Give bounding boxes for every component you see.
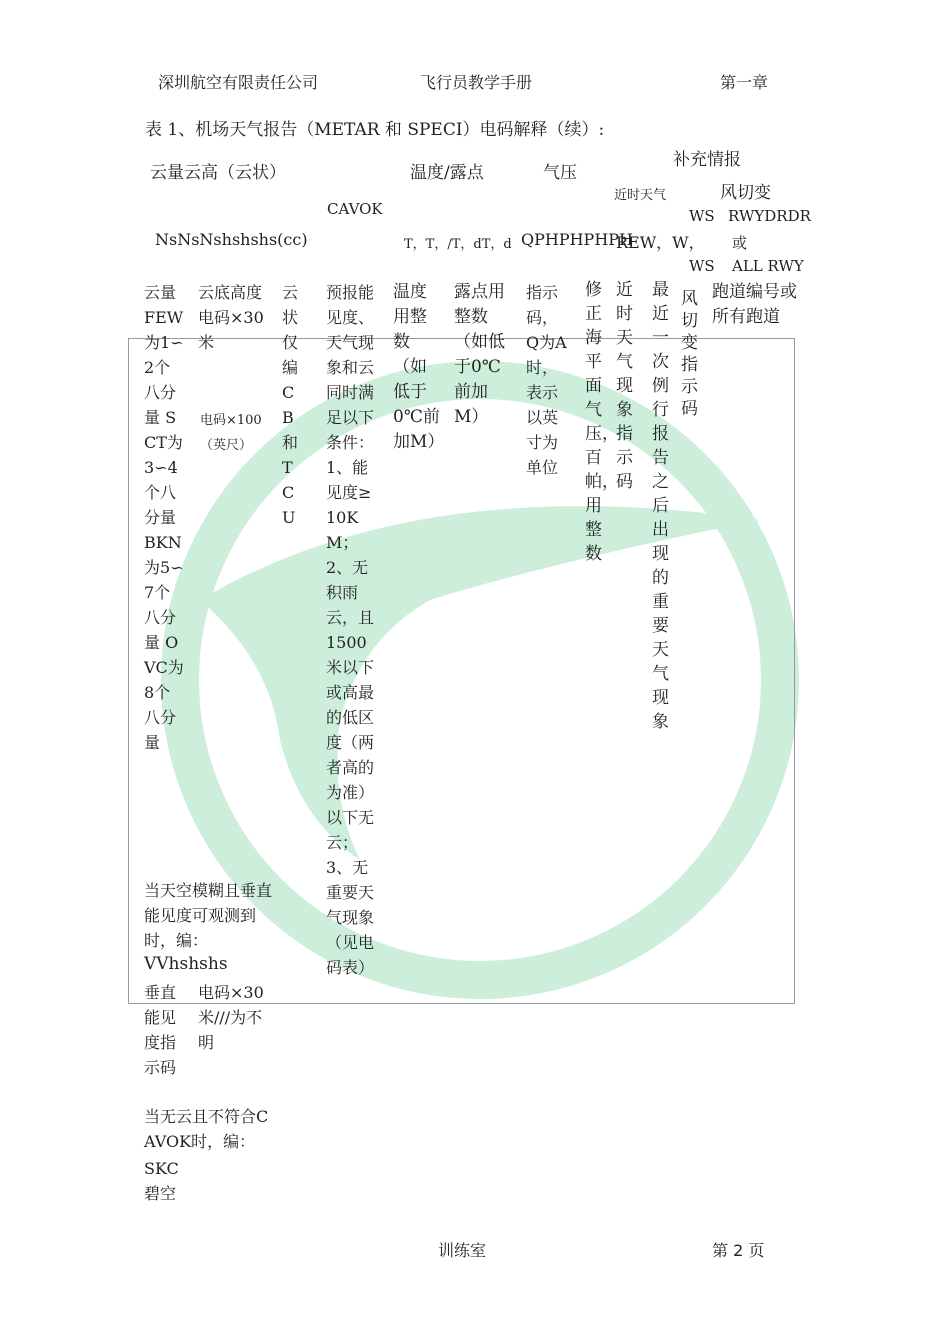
company-name: 深圳航空有限责任公司 bbox=[158, 73, 319, 92]
qnh-desc: 修正海平面气压，百帕，用整数 bbox=[585, 280, 619, 564]
ws-code-2: RWYDRDR bbox=[728, 207, 811, 225]
manual-title: 飞行员教学手册 bbox=[420, 73, 533, 92]
vv-desc-2: 电码×30米///为不明 bbox=[198, 983, 264, 1052]
recent-desc-2: 最近一次例行报告之后出现的重要天气现象 bbox=[652, 280, 669, 732]
cloud-type-text: 云状仅编CB和TCU bbox=[282, 283, 299, 527]
table-title: 表 1、机场天气报告（METAR 和 SPECI）电码解释（续）: bbox=[145, 120, 605, 140]
temp-code: T，T，/T，dT，d bbox=[404, 237, 512, 252]
pressure-code: QPHPHPHPH bbox=[521, 230, 633, 249]
cloud-base-text-2: 电码×100（英尺） bbox=[200, 413, 262, 453]
cloud-code: NsNsNshshshs(cc) bbox=[155, 230, 308, 249]
cavok-label: CAVOK bbox=[327, 200, 383, 218]
vv-intro: 当天空模糊且垂直能见度可观测到时，编： bbox=[144, 881, 273, 950]
dew-desc: 露点用整数（如低于0℃前加M） bbox=[454, 282, 505, 427]
ws-code-4: ALL RWY bbox=[732, 257, 804, 275]
temp-desc: 温度用整数（如低于0℃前加M） bbox=[393, 282, 445, 452]
ws-code-3: WS bbox=[689, 257, 715, 275]
skc-desc: 碧空 bbox=[144, 1184, 177, 1203]
footer-dept: 训练室 bbox=[438, 1241, 487, 1260]
ws-code-1: WS bbox=[689, 207, 715, 225]
ws-desc: 风切变指示码 bbox=[681, 289, 698, 419]
pressure-title: 气压 bbox=[543, 163, 577, 183]
recent-desc: 近时天气现象指示码 bbox=[616, 280, 633, 492]
cavok-desc: 预报能见度、天气现象和云同时满足以下条件：1、能见度≥10KM；2、无积雨云，且1500米以下或高最的低区度（两者高的为准）以下无云；3、无重要天气现象（见电码表） bbox=[326, 283, 375, 977]
ws-or: 或 bbox=[732, 234, 748, 252]
cloud-amount-text: 云量FEW为1∽2个八分量 SCT为3∽4个八分量 BKN为5∽7个八分量 OVC为 8个八分量 bbox=[144, 283, 184, 752]
cloud-title: 云量云高（云状） bbox=[150, 163, 286, 183]
vv-code: VVhshshs bbox=[144, 954, 228, 974]
temp-title: 温度/露点 bbox=[410, 163, 484, 183]
cloud-base-text: 云底高度电码×30米 bbox=[198, 283, 264, 352]
skc-intro: 当无云且不符合CAVOK时，编： bbox=[144, 1107, 269, 1151]
skc-code: SKC bbox=[144, 1159, 179, 1178]
recent-title: 近时天气 bbox=[614, 188, 667, 203]
rwy-desc: 跑道编号或所有跑道 bbox=[712, 282, 797, 327]
ws-title: 风切变 bbox=[720, 183, 771, 203]
page-number: 第 2 页 bbox=[712, 1241, 765, 1260]
supp-title: 补充情报 bbox=[673, 150, 741, 170]
pressure-desc: 指示码，Q为A时，表示以英寸为单位 bbox=[526, 283, 567, 477]
recent-code: REW，W， bbox=[616, 233, 705, 252]
vv-desc: 垂直能见度指示码 bbox=[144, 983, 177, 1077]
chapter-label: 第一章 bbox=[720, 73, 769, 92]
